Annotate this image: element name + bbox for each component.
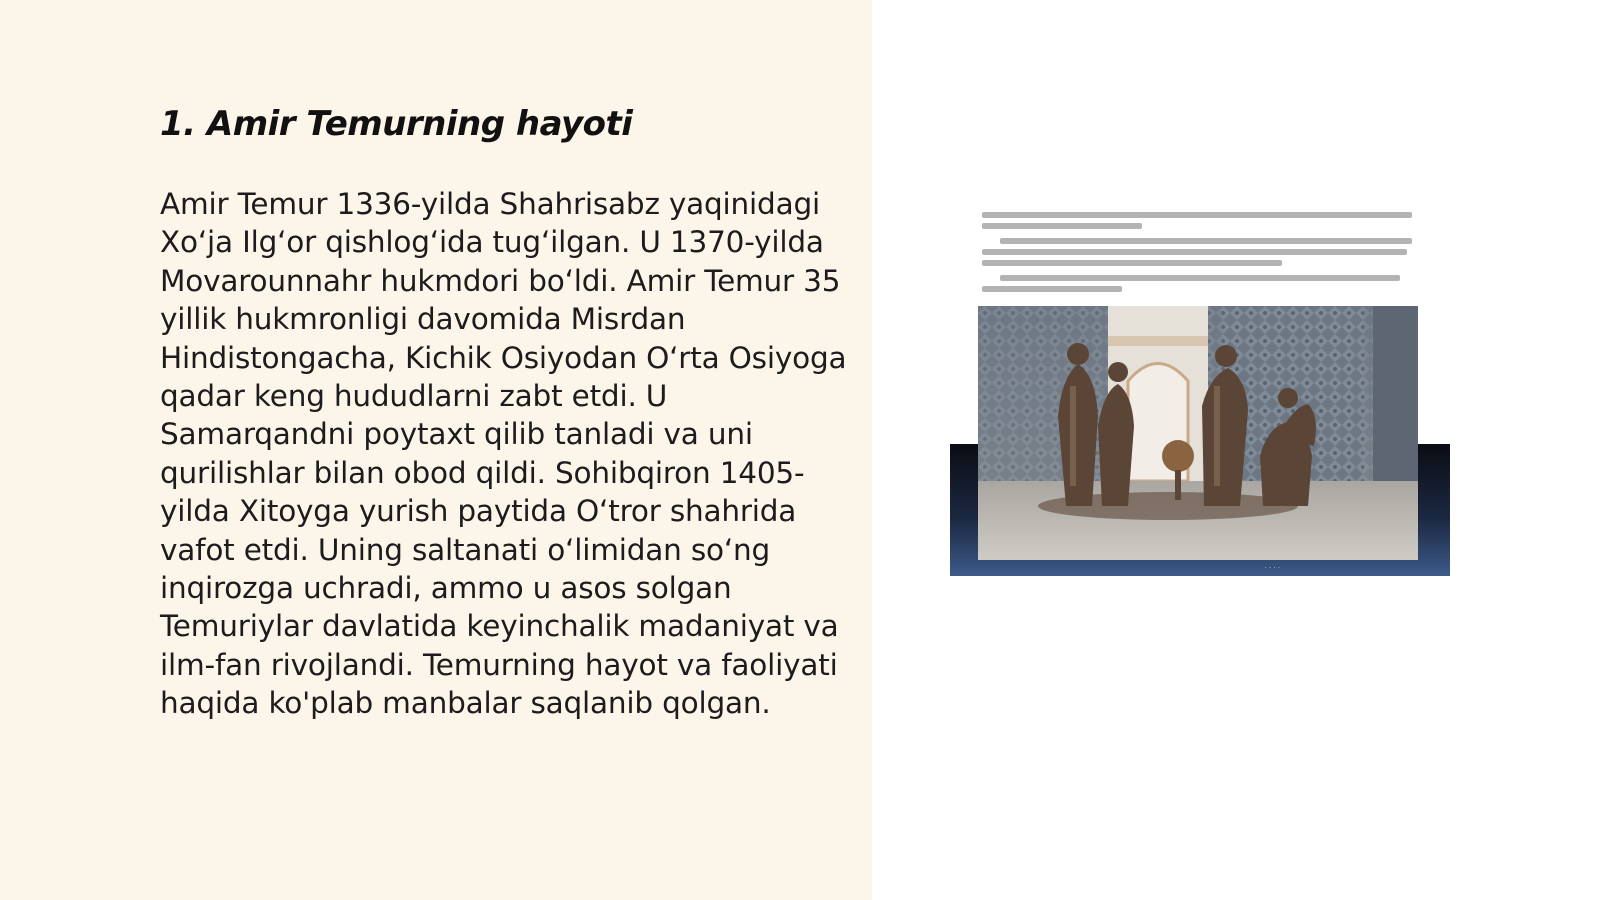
statue-group-photo: [978, 306, 1418, 560]
figure: [950, 210, 1450, 576]
illegible-document-text: [982, 210, 1422, 302]
illegible-text-lines: [982, 210, 1422, 302]
slide-body-text: Amir Temur 1336-yilda Shahrisabz yaqinidagi Xo‘ja Ilg‘or qishlog‘ida tug‘ilgan. U 1370-yilda Movarounnahr hukmdori bo‘ldi. Amir Temur 35 yillik hukmronligi davomida Misrdan Hindistongacha, Kichik Osiyodan O‘rta Osiyoga qadar keng hududlarni zabt etdi. U Samarqandni poytaxt qilib tanladi va uni qurilishlar bilan obod qildi. Sohibqiron 1405-yilda Xitoyga yurish paytida O‘tror shahrida vafot etdi. Uning saltanati o‘limidan so‘ng inqirozga uchradi, ammo u asos solgan Temuriylar davlatida keyinchalik madaniyat va ilm-fan rivojlandi. Temurning hayot va faoliyati haqida ko'plab manbalar saqlanib qolgan.: [160, 187, 847, 721]
statue-group-image: [978, 306, 1418, 560]
photo-credit-mark: · · · ·: [1264, 564, 1280, 572]
slide-title: 1. Amir Temurning hayoti: [160, 104, 633, 144]
